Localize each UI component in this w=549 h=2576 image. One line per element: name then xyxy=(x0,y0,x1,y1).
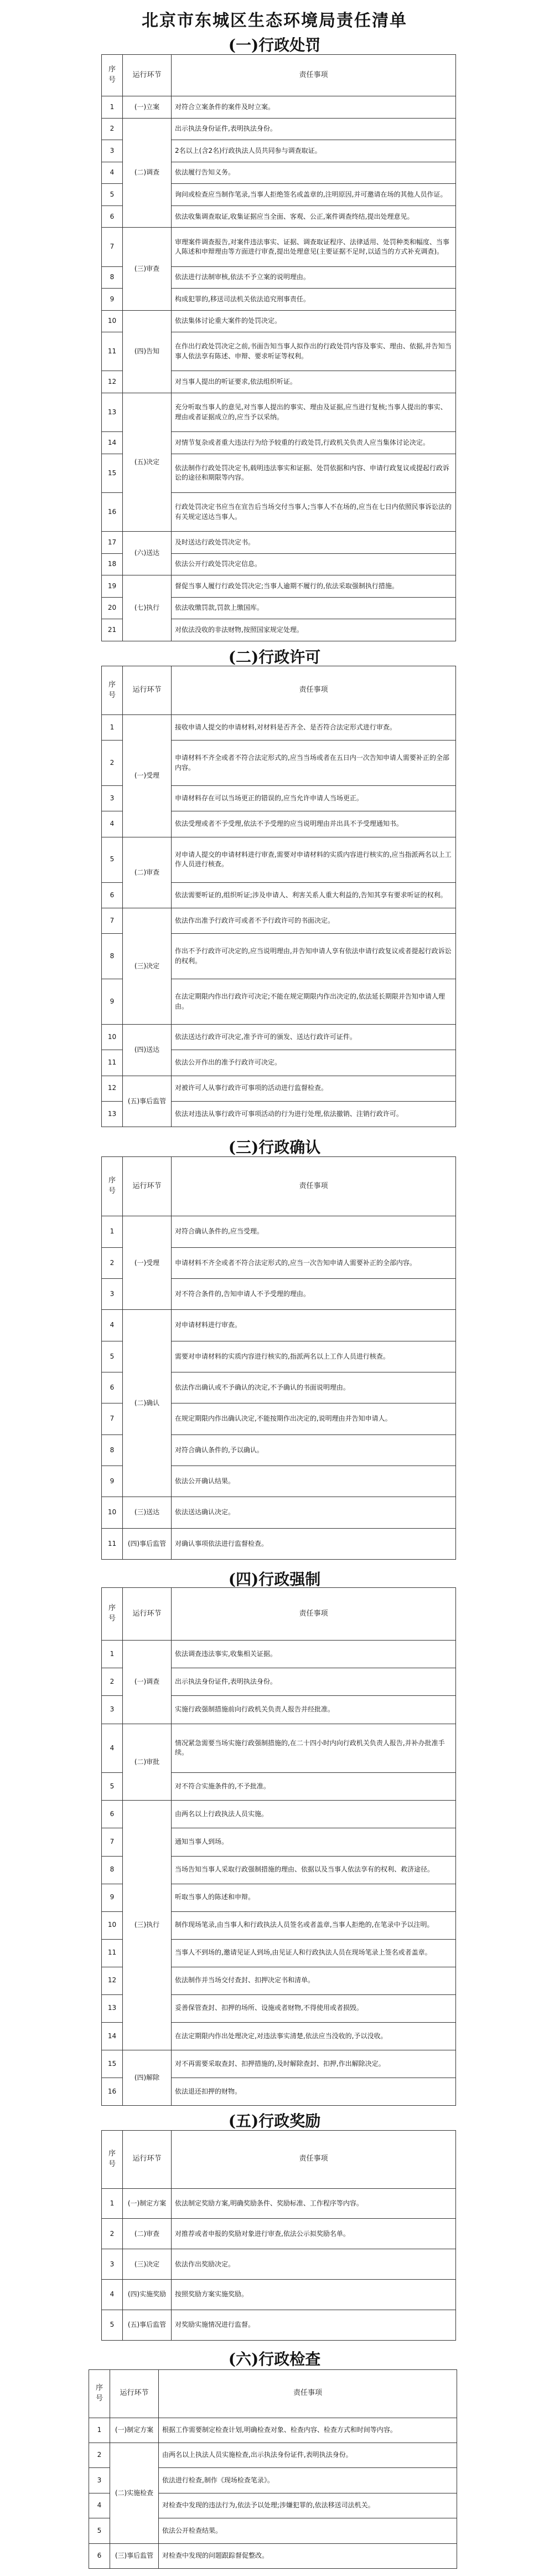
row-number: 3 xyxy=(102,2249,123,2280)
row-number: 3 xyxy=(102,140,123,162)
table-row xyxy=(102,1528,456,1559)
row-number: 15 xyxy=(102,454,123,492)
duty-cell: 对依法没收的非法财物,按照国家规定处理。 xyxy=(172,619,456,641)
row-number: 9 xyxy=(102,1884,123,1911)
header-stage: 运行环节 xyxy=(110,2370,159,2418)
stage-cell: (一)调查 xyxy=(123,1641,172,1724)
duty-cell: 妥善保管查封、扣押的场所、设施或者财物,不得使用或者损毁。 xyxy=(172,1994,456,2022)
row-number: 18 xyxy=(102,553,123,575)
header-duty: 责任事项 xyxy=(172,1588,456,1641)
duty-cell: 依法作出奖励决定。 xyxy=(172,2249,456,2280)
duty-cell: 依法送达确认决定。 xyxy=(172,1497,456,1528)
duty-cell: 出示执法身份证件,表明执法身份。 xyxy=(172,118,456,140)
duty-cell: 依法集体讨论重大案件的处罚决定。 xyxy=(172,310,456,332)
row-number: 12 xyxy=(102,371,123,393)
stage-cell: (三)送达 xyxy=(123,1497,172,1528)
row-number: 21 xyxy=(102,619,123,641)
stage-cell: (三)审查 xyxy=(123,228,172,310)
row-number: 3 xyxy=(89,2468,110,2493)
row-number: 4 xyxy=(102,2280,123,2310)
row-number: 11 xyxy=(102,332,123,371)
duty-cell: 及时送达行政处罚决定书。 xyxy=(172,532,456,554)
row-number: 16 xyxy=(102,2078,123,2105)
header-no: 序号 xyxy=(102,1588,123,1641)
duty-cell: 申请材料不齐全或者不符合法定形式的,应当当场或者在五日内一次告知申请人需要补正的全部内容。 xyxy=(172,741,456,786)
duty-cell: 依法收集调查取证,收集证据应当全面、客观、公正,案件调查终结,提出处理意见。 xyxy=(172,205,456,228)
row-number: 6 xyxy=(102,1372,123,1403)
row-number: 3 xyxy=(102,786,123,811)
row-number: 5 xyxy=(102,184,123,206)
table-row xyxy=(102,908,456,933)
duty-cell: 当场告知当事人采取行政强制措施的理由、依据以及当事人依法享有的权利、救济途径。 xyxy=(172,1856,456,1884)
row-number: 9 xyxy=(102,979,123,1025)
stage-cell: (四)告知 xyxy=(123,310,172,393)
row-number: 15 xyxy=(102,2050,123,2078)
table-row xyxy=(102,2249,456,2280)
row-number: 4 xyxy=(102,1724,123,1773)
table-row xyxy=(102,2219,456,2249)
table-header-row xyxy=(102,1588,456,1641)
row-number: 14 xyxy=(102,2022,123,2050)
duty-cell: 充分听取当事人的意见,对当事人提出的事实、理由及证据,应当进行复核;当事人提出的事实、理由或者证据成立的,应当予以采纳。 xyxy=(172,393,456,431)
section-heading: (六)行政检查 xyxy=(228,2350,321,2368)
row-number: 3 xyxy=(102,1696,123,1724)
header-no: 序号 xyxy=(102,1157,123,1216)
row-number: 19 xyxy=(102,575,123,598)
row-number: 9 xyxy=(102,289,123,311)
duty-cell: 对申请人提交的申请材料进行审查,需要对申请材料的实质内容进行核实的,应当指派两名以上工作人员进行核查。 xyxy=(172,837,456,882)
row-number: 5 xyxy=(102,1773,123,1801)
header-duty: 责任事项 xyxy=(159,2370,457,2418)
duty-cell: 对奖励实施情况进行监督。 xyxy=(172,2310,456,2341)
table-row xyxy=(102,393,456,431)
table-row xyxy=(102,2050,456,2078)
row-number: 13 xyxy=(102,1101,123,1127)
duty-cell: 依法制作行政处罚决定书,载明违法事实和证据、处罚依据和内容、申请行政复议或提起行政诉讼的途径和期限等内容。 xyxy=(172,454,456,492)
row-number: 7 xyxy=(102,1403,123,1434)
duty-cell: 通知当事人到场。 xyxy=(172,1828,456,1856)
row-number: 6 xyxy=(89,2543,110,2568)
duty-cell: 对检查中发现的违法行为,依法予以处理;涉嫌犯罪的,依法移送司法机关。 xyxy=(159,2493,457,2518)
duty-cell: 当事人不到场的,邀请见证人到场,由见证人和行政执法人员在现场笔录上签名或者盖章。 xyxy=(172,1939,456,1967)
table-header-row xyxy=(102,55,456,96)
header-stage: 运行环节 xyxy=(123,1157,172,1216)
duty-cell: 行政处罚决定书应当在宣告后当场交付当事人;当事人不在场的,应当在七日内依照民事诉讼法的有关规定送达当事人。 xyxy=(172,492,456,531)
duty-cell: 审理案件调查报告,对案件违法事实、证据、调查取证程序、法律适用、处罚种类和幅度、当事人陈述和申辩理由等方面进行审查,提出处理意见(主要证据不足时,以适当的方式补充调查)。 xyxy=(172,228,456,266)
duty-cell: 对申请材料进行审查。 xyxy=(172,1310,456,1341)
row-number: 2 xyxy=(102,741,123,786)
table-header-row xyxy=(89,2370,457,2418)
header-no: 序号 xyxy=(102,666,123,715)
row-number: 10 xyxy=(102,310,123,332)
table-header-row xyxy=(102,1157,456,1216)
row-number: 2 xyxy=(102,1668,123,1696)
duty-table xyxy=(89,2369,457,2569)
duty-cell: 对符合立案条件的案件及时立案。 xyxy=(172,96,456,119)
row-number: 4 xyxy=(89,2493,110,2518)
row-number: 7 xyxy=(102,1828,123,1856)
table-row xyxy=(89,2418,457,2443)
header-duty: 责任事项 xyxy=(172,2131,456,2189)
row-number: 6 xyxy=(102,882,123,908)
row-number: 20 xyxy=(102,597,123,619)
row-number: 6 xyxy=(102,205,123,228)
duty-cell: 由两名以上行政执法人员实施。 xyxy=(172,1801,456,1828)
row-number: 4 xyxy=(102,1310,123,1341)
row-number: 7 xyxy=(102,908,123,933)
duty-cell: 对确认事项依法进行监督检查。 xyxy=(172,1528,456,1559)
row-number: 11 xyxy=(102,1528,123,1559)
duty-cell: 依法进行法制审核,依法不予立案的说明理由。 xyxy=(172,266,456,289)
duty-cell: 制作现场笔录,由当事人和行政执法人员签名或者盖章,当事人拒绝的,在笔录中予以注明。 xyxy=(172,1911,456,1939)
stage-cell: (二)审查 xyxy=(123,837,172,908)
table-row xyxy=(102,1801,456,1828)
page-title: 北京市东城区生态环境局责任清单 xyxy=(142,11,407,30)
stage-cell: (二)确认 xyxy=(123,1310,172,1497)
stage-cell: (五)决定 xyxy=(123,393,172,531)
table-row xyxy=(102,575,456,598)
duty-cell: 申请材料不齐全或者不符合法定形式的,应当一次告知申请人需要补正的全部内容。 xyxy=(172,1247,456,1278)
header-stage: 运行环节 xyxy=(123,666,172,715)
row-number: 8 xyxy=(102,1856,123,1884)
row-number: 13 xyxy=(102,1994,123,2022)
duty-cell: 作出不予行政许可决定的,应当说明理由,并告知申请人享有依法申请行政复议或者提起行政诉讼的权利。 xyxy=(172,934,456,979)
row-number: 12 xyxy=(102,1967,123,1994)
row-number: 6 xyxy=(102,1801,123,1828)
table-row xyxy=(102,228,456,266)
row-number: 10 xyxy=(102,1025,123,1050)
stage-cell: (二)调查 xyxy=(123,118,172,228)
duty-cell: 督促当事人履行行政处罚决定;当事人逾期不履行的,依法采取强制执行措施。 xyxy=(172,575,456,598)
duty-cell: 在作出行政处罚决定之前,书面告知当事人拟作出的行政处罚内容及事实、理由、依据,并告知当事人依法享有陈述、申辩、要求听证等权利。 xyxy=(172,332,456,371)
header-no: 序号 xyxy=(102,55,123,96)
section-heading: (四)行政强制 xyxy=(228,1570,321,1588)
duty-cell: 对符合确认条件的,予以确认。 xyxy=(172,1434,456,1466)
stage-cell: (一)制定方案 xyxy=(110,2418,159,2443)
table-header-row xyxy=(102,2131,456,2189)
duty-cell: 听取当事人的陈述和申辩。 xyxy=(172,1884,456,1911)
row-number: 5 xyxy=(102,1341,123,1372)
stage-cell: (二)实施检查 xyxy=(110,2443,159,2543)
row-number: 17 xyxy=(102,532,123,554)
stage-cell: (一)立案 xyxy=(123,96,172,119)
duty-cell: 2名以上(含2名)行政执法人员共同参与调查取证。 xyxy=(172,140,456,162)
stage-cell: (四)实施奖励 xyxy=(123,2280,172,2310)
stage-cell: (三)事后监管 xyxy=(110,2543,159,2568)
row-number: 1 xyxy=(102,1641,123,1668)
table-row xyxy=(102,310,456,332)
row-number: 3 xyxy=(102,1279,123,1310)
row-number: 11 xyxy=(102,1939,123,1967)
duty-cell: 依法收缴罚款,罚款上缴国库。 xyxy=(172,597,456,619)
table-row xyxy=(89,2443,457,2467)
header-stage: 运行环节 xyxy=(123,2131,172,2189)
stage-cell: (二)审批 xyxy=(123,1724,172,1801)
duty-cell: 对不再需要采取查封、扣押措施的,及时解除查封、扣押,作出解除决定。 xyxy=(172,2050,456,2078)
header-no: 序号 xyxy=(89,2370,110,2418)
duty-table xyxy=(101,54,456,641)
duty-cell: 依法进行检查,制作《现场检查笔录》。 xyxy=(159,2468,457,2493)
row-number: 5 xyxy=(89,2518,110,2543)
duty-cell: 依法制作并当场交付查封、扣押决定书和清单。 xyxy=(172,1967,456,1994)
duty-cell: 对不符合条件的,告知申请人不予受理的理由。 xyxy=(172,1279,456,1310)
duty-table xyxy=(101,666,456,1127)
duty-cell: 依法受理或者不予受理,依法不予受理的应当说明理由并出具不予受理通知书。 xyxy=(172,811,456,837)
table-row xyxy=(102,1641,456,1668)
duty-cell: 依法公开确认结果。 xyxy=(172,1466,456,1497)
stage-cell: (三)决定 xyxy=(123,908,172,1024)
stage-cell: (四)事后监管 xyxy=(123,1528,172,1559)
duty-cell: 实施行政强制措施前向行政机关负责人报告并经批准。 xyxy=(172,1696,456,1724)
table-row xyxy=(102,1310,456,1341)
duty-cell: 询问或检查应当制作笔录,当事人拒绝签名或盖章的,注明原因,并可邀请在场的其他人员作证。 xyxy=(172,184,456,206)
duty-cell: 构成犯罪的,移送司法机关依法追究刑事责任。 xyxy=(172,289,456,311)
table-row xyxy=(102,1724,456,1773)
table-row xyxy=(102,532,456,554)
row-number: 1 xyxy=(102,1216,123,1247)
row-number: 5 xyxy=(102,2310,123,2341)
duty-cell: 依法对违法从事行政许可事项活动的行为进行处理,依法撤销、注销行政许可。 xyxy=(172,1101,456,1127)
row-number: 1 xyxy=(102,2188,123,2219)
row-number: 2 xyxy=(102,2219,123,2249)
stage-cell: (一)受理 xyxy=(123,1216,172,1310)
duty-cell: 对不符合实施条件的,不予批准。 xyxy=(172,1773,456,1801)
stage-cell: (三)执行 xyxy=(123,1801,172,2050)
stage-cell: (六)送达 xyxy=(123,532,172,575)
row-number: 4 xyxy=(102,162,123,184)
row-number: 10 xyxy=(102,1911,123,1939)
row-number: 13 xyxy=(102,393,123,431)
stage-cell: (七)执行 xyxy=(123,575,172,641)
duty-cell: 依法公开行政处罚决定信息。 xyxy=(172,553,456,575)
duty-cell: 在规定期限内作出确认决定,不能按期作出决定的,说明理由并告知申请人。 xyxy=(172,1403,456,1434)
row-number: 4 xyxy=(102,811,123,837)
duty-cell: 依法调查违法事实,收集相关证据。 xyxy=(172,1641,456,1668)
row-number: 10 xyxy=(102,1497,123,1528)
duty-cell: 依法公开作出的准予行政许可决定。 xyxy=(172,1050,456,1076)
row-number: 1 xyxy=(89,2418,110,2443)
table-row xyxy=(102,1497,456,1528)
section-heading: (一)行政处罚 xyxy=(228,36,321,54)
row-number: 2 xyxy=(89,2443,110,2467)
header-stage: 运行环节 xyxy=(123,55,172,96)
duty-cell: 对被许可人从事行政许可事项的活动进行监督检查。 xyxy=(172,1076,456,1101)
duty-cell: 对符合确认条件的,应当受理。 xyxy=(172,1216,456,1247)
stage-cell: (四)解除 xyxy=(123,2050,172,2105)
duty-cell: 在法定期限内作出行政许可决定;不能在规定期限内作出决定的,依法延长期限并告知申请人理由。 xyxy=(172,979,456,1025)
header-duty: 责任事项 xyxy=(172,55,456,96)
table-row xyxy=(102,2188,456,2219)
duty-cell: 由两名以上执法人员实施检查,出示执法身份证件,表明执法身份。 xyxy=(159,2443,457,2467)
duty-table xyxy=(101,2130,456,2341)
duty-cell: 依法公开检查结果。 xyxy=(159,2518,457,2543)
duty-cell: 出示执法身份证件,表明执法身份。 xyxy=(172,1668,456,1696)
duty-cell: 依法需要听证的,组织听证;涉及申请人、利害关系人重大利益的,告知其享有要求听证的权利。 xyxy=(172,882,456,908)
table-header-row xyxy=(102,666,456,715)
duty-cell: 依法履行告知义务。 xyxy=(172,162,456,184)
duty-cell: 依法送达行政许可决定,准予许可的颁发、送达行政许可证件。 xyxy=(172,1025,456,1050)
table-row xyxy=(102,1025,456,1050)
duty-cell: 对检查中发现的问题跟踪督促整改。 xyxy=(159,2543,457,2568)
stage-cell: (五)事后监管 xyxy=(123,2310,172,2341)
row-number: 2 xyxy=(102,1247,123,1278)
header-duty: 责任事项 xyxy=(172,666,456,715)
table-row xyxy=(102,1076,456,1101)
row-number: 1 xyxy=(102,715,123,741)
duty-cell: 对当事人提出的听证要求,依法组织听证。 xyxy=(172,371,456,393)
table-row xyxy=(89,2543,457,2568)
duty-cell: 根据工作需要制定检查计划,明确检查对象、检查内容、检查方式和时间等内容。 xyxy=(159,2418,457,2443)
duty-cell: 依法作出准予行政许可或者不予行政许可的书面决定。 xyxy=(172,908,456,933)
stage-cell: (一)受理 xyxy=(123,715,172,837)
stage-cell: (三)决定 xyxy=(123,2249,172,2280)
table-row xyxy=(102,2310,456,2341)
duty-cell: 按照奖励方案实施奖励。 xyxy=(172,2280,456,2310)
table-row xyxy=(102,715,456,741)
row-number: 1 xyxy=(102,96,123,119)
row-number: 8 xyxy=(102,1434,123,1466)
duty-cell: 对推荐或者申报的奖励对象进行审查,依法公示拟奖励名单。 xyxy=(172,2219,456,2249)
row-number: 2 xyxy=(102,118,123,140)
row-number: 8 xyxy=(102,934,123,979)
duty-cell: 需要对申请材料的实质内容进行核实的,指派两名以上工作人员进行核查。 xyxy=(172,1341,456,1372)
header-no: 序号 xyxy=(102,2131,123,2189)
duty-cell: 依法制定奖励方案,明确奖励条件、奖励标准、工作程序等内容。 xyxy=(172,2188,456,2219)
row-number: 12 xyxy=(102,1076,123,1101)
stage-cell: (一)制定方案 xyxy=(123,2188,172,2219)
stage-cell: (四)送达 xyxy=(123,1025,172,1076)
section-heading: (二)行政许可 xyxy=(228,648,321,666)
row-number: 9 xyxy=(102,1466,123,1497)
row-number: 11 xyxy=(102,1050,123,1076)
row-number: 8 xyxy=(102,266,123,289)
table-row xyxy=(102,837,456,882)
duty-cell: 对情节复杂或者重大违法行为给予较重的行政处罚,行政机关负责人应当集体讨论决定。 xyxy=(172,432,456,454)
table-row xyxy=(102,2280,456,2310)
duty-cell: 情况紧急需要当场实施行政强制措施的,在二十四小时内向行政机关负责人报告,并补办批准手续。 xyxy=(172,1724,456,1773)
duty-table xyxy=(101,1156,456,1560)
stage-cell: (二)审查 xyxy=(123,2219,172,2249)
section-heading: (五)行政奖励 xyxy=(228,2112,321,2130)
stage-cell: (五)事后监管 xyxy=(123,1076,172,1127)
table-row xyxy=(102,96,456,119)
row-number: 5 xyxy=(102,837,123,882)
duty-cell: 在法定期限内作出处理决定,对违法事实清楚,依法应当没收的,予以没收。 xyxy=(172,2022,456,2050)
header-stage: 运行环节 xyxy=(123,1588,172,1641)
section-heading: (三)行政确认 xyxy=(228,1138,321,1156)
duty-cell: 接收申请人提交的申请材料,对材料是否齐全、是否符合法定形式进行审查。 xyxy=(172,715,456,741)
duty-cell: 依法作出确认或不予确认的决定,不予确认的书面说明理由。 xyxy=(172,1372,456,1403)
table-row xyxy=(102,118,456,140)
row-number: 7 xyxy=(102,228,123,266)
duty-cell: 依法退还扣押的财物。 xyxy=(172,2078,456,2105)
duty-table xyxy=(101,1587,456,2106)
row-number: 16 xyxy=(102,492,123,531)
header-duty: 责任事项 xyxy=(172,1157,456,1216)
duty-cell: 申请材料存在可以当场更正的错误的,应当允许申请人当场更正。 xyxy=(172,786,456,811)
table-row xyxy=(102,1216,456,1247)
row-number: 14 xyxy=(102,432,123,454)
